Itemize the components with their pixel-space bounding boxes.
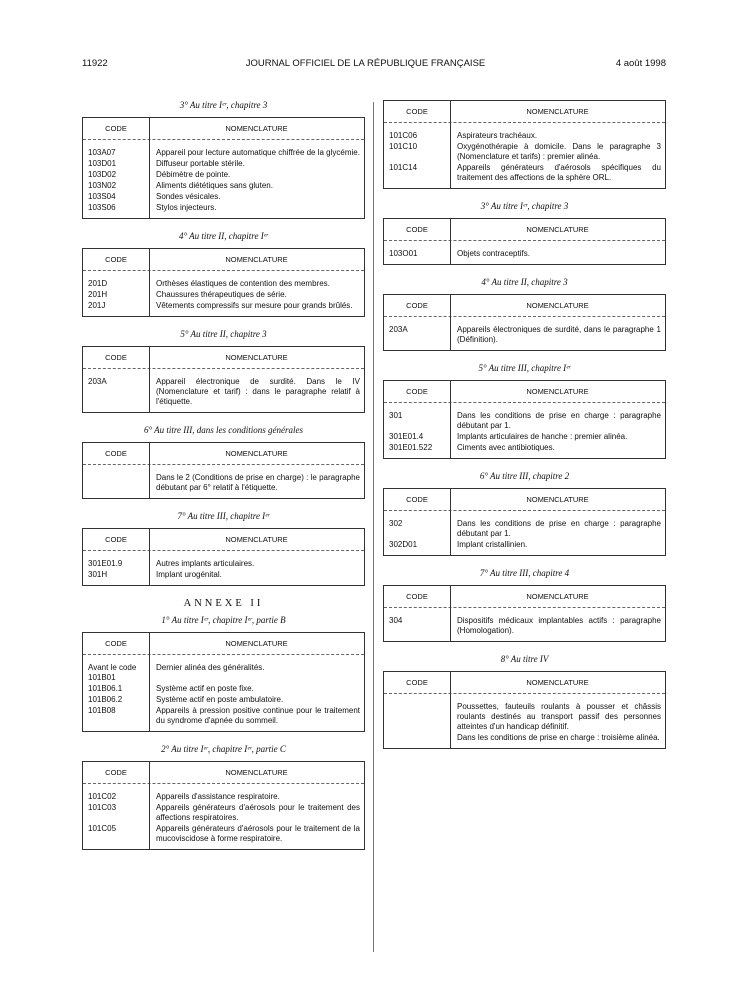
nomenclature-cell: Dans le 2 (Conditions de prise en charge) : le paragraphe débutant par 6° relatif à l'étiquette. bbox=[156, 473, 360, 492]
table-header bbox=[384, 219, 665, 241]
nomenclature-header: NOMENCLATURE bbox=[526, 301, 589, 310]
nomenclature-cell: Chaussures thérapeutiques de série. bbox=[156, 290, 287, 299]
code-header: CODE bbox=[406, 495, 428, 504]
nomenclature-header: NOMENCLATURE bbox=[225, 768, 288, 777]
nomenclature-cell: Dispositifs médicaux implantables actifs : paragraphe (Homologation). bbox=[457, 616, 661, 635]
table-row bbox=[384, 411, 665, 431]
nomenclature-table bbox=[82, 632, 365, 732]
nomenclature-header: NOMENCLATURE bbox=[225, 353, 288, 362]
nomenclature-header: NOMENCLATURE bbox=[225, 449, 288, 458]
code-cell: 301 bbox=[389, 411, 403, 420]
code-cell: 301E01.522 bbox=[389, 443, 433, 452]
table-row bbox=[384, 142, 665, 162]
journal-title: JOURNAL OFFICIEL DE LA RÉPUBLIQUE FRANÇAISE bbox=[245, 58, 486, 69]
nomenclature-cell: Appareils à pression positive continue pour le traitement du syndrome d'apnée du sommeil. bbox=[156, 706, 360, 725]
code-cell: 103S06 bbox=[88, 203, 116, 212]
nomenclature-cell: Aliments diététiques sans gluten. bbox=[156, 181, 273, 190]
nomenclature-cell: Débimètre de pointe. bbox=[156, 170, 231, 179]
nomenclature-header: NOMENCLATURE bbox=[526, 225, 589, 234]
nomenclature-table bbox=[383, 218, 666, 265]
nomenclature-cell: Stylos injecteurs. bbox=[156, 203, 217, 212]
table-row bbox=[83, 170, 364, 180]
table-row bbox=[83, 159, 364, 169]
nomenclature-header: NOMENCLATURE bbox=[225, 255, 288, 264]
nomenclature-header: NOMENCLATURE bbox=[526, 107, 589, 116]
nomenclature-cell: Appareil pour lecture automatique chiffrée de la glycémie. bbox=[156, 148, 360, 157]
nomenclature-table bbox=[82, 117, 365, 219]
table-header bbox=[83, 443, 364, 465]
nomenclature-table bbox=[82, 442, 365, 499]
table-row bbox=[83, 706, 364, 726]
nomenclature-header: NOMENCLATURE bbox=[526, 387, 589, 396]
code-cell: 201D bbox=[88, 279, 108, 288]
code-cell: 103D02 bbox=[88, 170, 117, 179]
table-row bbox=[83, 181, 364, 191]
section-heading: 2° Au titre Iᵉʳ, chapitre Iᵉʳ, partie C bbox=[161, 744, 286, 754]
nomenclature-table bbox=[82, 528, 365, 586]
section-heading: 7° Au titre III, chapitre 4 bbox=[479, 568, 570, 578]
nomenclature-cell: Appareils générateurs d'aérosols spécifiques du traitement des affections de la sphère ORL. bbox=[457, 163, 661, 182]
code-cell: 301E01.9 bbox=[88, 559, 123, 568]
nomenclature-cell: Dans les conditions de prise en charge : troisième alinéa. bbox=[457, 733, 660, 742]
nomenclature-cell: Appareils générateurs d'aérosols pour le traitement de la mucoviscidose à forme respiratoire. bbox=[156, 824, 360, 843]
section-heading: 6° Au titre III, dans les conditions générales bbox=[143, 425, 304, 435]
table-row bbox=[83, 290, 364, 300]
code-cell: 302 bbox=[389, 519, 403, 528]
nomenclature-cell: Aspirateurs trachéaux. bbox=[457, 131, 538, 140]
section-heading: 5° Au titre III, chapitre Iᵉʳ bbox=[478, 363, 571, 373]
right-column bbox=[383, 100, 666, 761]
nomenclature-header: NOMENCLATURE bbox=[526, 592, 589, 601]
code-header: CODE bbox=[406, 225, 428, 234]
table-row bbox=[83, 663, 364, 683]
code-cell: 301E01.4 bbox=[389, 432, 424, 441]
code-header: CODE bbox=[105, 353, 127, 362]
code-cell: 201H bbox=[88, 290, 108, 299]
section-heading: 5° Au titre II, chapitre 3 bbox=[180, 329, 267, 339]
table-row bbox=[83, 570, 364, 580]
nomenclature-cell: Appareils d'assistance respiratoire. bbox=[156, 792, 280, 801]
table-header bbox=[83, 633, 364, 655]
table-row bbox=[384, 249, 665, 259]
table-header bbox=[83, 347, 364, 369]
table-header bbox=[384, 672, 665, 694]
code-cell: 103S04 bbox=[88, 192, 116, 201]
code-cell: 103D01 bbox=[88, 159, 117, 168]
code-cell: 304 bbox=[389, 616, 403, 625]
nomenclature-table bbox=[383, 671, 666, 749]
code-cell: 301H bbox=[88, 570, 108, 579]
column-divider bbox=[373, 102, 374, 952]
section-heading: 4° Au titre II, chapitre Iᵉʳ bbox=[178, 231, 269, 241]
table-row bbox=[384, 163, 665, 183]
page-number: 11922 bbox=[82, 58, 108, 69]
table-row bbox=[83, 824, 364, 844]
code-header: CODE bbox=[105, 124, 127, 133]
nomenclature-cell: Système actif en poste fixe. bbox=[156, 684, 254, 693]
table-row bbox=[83, 203, 364, 213]
nomenclature-cell: Vêtements compressifs sur mesure pour grands brûlés. bbox=[156, 301, 353, 310]
table-row bbox=[83, 148, 364, 158]
nomenclature-cell: Implant cristallinien. bbox=[457, 540, 528, 549]
table-row bbox=[384, 540, 665, 550]
code-header: CODE bbox=[406, 107, 428, 116]
nomenclature-cell: Oxygénothérapie à domicile. Dans le paragraphe 3 (Nomenclature et tarifs) : premier alinéa. bbox=[457, 142, 661, 161]
code-cell: 101C06 bbox=[389, 131, 418, 140]
table-header bbox=[384, 489, 665, 511]
section-heading: 3° Au titre Iᵉʳ, chapitre 3 bbox=[179, 100, 268, 110]
table-header bbox=[384, 586, 665, 608]
code-cell: 101B06.2 bbox=[88, 695, 123, 704]
nomenclature-header: NOMENCLATURE bbox=[225, 535, 288, 544]
table-row bbox=[384, 519, 665, 539]
section-heading: 3° Au titre Iᵉʳ, chapitre 3 bbox=[480, 201, 569, 211]
table-row bbox=[384, 432, 665, 442]
section-heading: 7° Au titre III, chapitre Iᵉʳ bbox=[177, 511, 270, 521]
table-row bbox=[83, 684, 364, 694]
nomenclature-cell: Autres implants articulaires. bbox=[156, 559, 255, 568]
code-cell: 302D01 bbox=[389, 540, 418, 549]
nomenclature-cell: Dans les conditions de prise en charge : paragraphe débutant par 1. bbox=[457, 411, 661, 430]
table-row bbox=[83, 301, 364, 311]
table-row bbox=[83, 803, 364, 823]
table-row bbox=[83, 559, 364, 569]
nomenclature-cell: Appareils électroniques de surdité, dans le paragraphe 1 (Définition). bbox=[457, 325, 661, 344]
table-row bbox=[83, 695, 364, 705]
code-header: CODE bbox=[406, 387, 428, 396]
nomenclature-header: NOMENCLATURE bbox=[225, 124, 288, 133]
table-row bbox=[384, 443, 665, 453]
nomenclature-header: NOMENCLATURE bbox=[225, 639, 288, 648]
code-header: CODE bbox=[105, 768, 127, 777]
nomenclature-table bbox=[383, 488, 666, 556]
code-cell: 101C14 bbox=[389, 163, 418, 172]
nomenclature-table bbox=[82, 346, 365, 413]
table-row bbox=[83, 792, 364, 802]
code-cell bbox=[83, 473, 149, 493]
nomenclature-cell: Implant urogénital. bbox=[156, 570, 222, 579]
code-cell: 101B08 bbox=[88, 706, 116, 715]
nomenclature-cell: Poussettes, fauteuils roulants à pousser et châssis roulants destinés au transport passif des personnes atteintes d'un handicap définitif. bbox=[457, 702, 661, 731]
section-heading: 1° Au titre Iᵉʳ, chapitre Iᵉʳ, partie B bbox=[161, 615, 286, 625]
code-cell: Avant le code 101B01 bbox=[88, 663, 137, 682]
nomenclature-table bbox=[383, 100, 666, 189]
code-cell: 203A bbox=[88, 377, 107, 386]
nomenclature-cell: Dans les conditions de prise en charge : paragraphe débutant par 1. bbox=[457, 519, 661, 538]
nomenclature-cell: Dernier alinéa des généralités. bbox=[156, 663, 265, 672]
code-cell: 101C10 bbox=[389, 142, 418, 151]
table-header bbox=[384, 101, 665, 123]
code-cell: 101C03 bbox=[88, 803, 117, 812]
nomenclature-cell: Orthèses élastiques de contention des membres. bbox=[156, 279, 330, 288]
nomenclature-cell: Implants articulaires de hanche : premier alinéa. bbox=[457, 432, 628, 441]
table-row bbox=[83, 279, 364, 289]
nomenclature-table bbox=[82, 761, 365, 850]
section-heading: 8° Au titre IV bbox=[500, 654, 549, 664]
nomenclature-cell: Ciments avec antibiotiques. bbox=[457, 443, 555, 452]
nomenclature-table bbox=[383, 294, 666, 351]
code-cell bbox=[384, 702, 450, 732]
nomenclature-cell: Appareils générateurs d'aérosols pour le traitement des affections respiratoires. bbox=[156, 803, 360, 822]
section-heading: 4° Au titre II, chapitre 3 bbox=[481, 277, 568, 287]
annex-title: ANNEXE II bbox=[183, 598, 264, 609]
table-header bbox=[83, 762, 364, 784]
table-header bbox=[83, 118, 364, 140]
code-header: CODE bbox=[406, 678, 428, 687]
nomenclature-table bbox=[82, 248, 365, 317]
code-cell: 101C02 bbox=[88, 792, 117, 801]
code-header: CODE bbox=[406, 301, 428, 310]
code-header: CODE bbox=[105, 535, 127, 544]
left-column bbox=[82, 100, 365, 862]
table-header bbox=[83, 529, 364, 551]
code-cell: 101C05 bbox=[88, 824, 117, 833]
table-header bbox=[384, 295, 665, 317]
issue-date: 4 août 1998 bbox=[615, 58, 666, 69]
table-header bbox=[83, 249, 364, 271]
section-heading: 6° Au titre III, chapitre 2 bbox=[479, 471, 570, 481]
code-cell bbox=[384, 733, 450, 743]
nomenclature-cell: Objets contraceptifs. bbox=[457, 249, 530, 258]
code-header: CODE bbox=[105, 639, 127, 648]
code-header: CODE bbox=[105, 255, 127, 264]
nomenclature-cell: Appareil électronique de surdité. Dans le IV (Nomenclature et tarif) : dans le paragraphe relatif à l'étiquette. bbox=[156, 377, 360, 406]
code-cell: 201J bbox=[88, 301, 106, 310]
table-header bbox=[384, 381, 665, 403]
nomenclature-header: NOMENCLATURE bbox=[526, 495, 589, 504]
table-row bbox=[384, 733, 665, 743]
table-row bbox=[83, 192, 364, 202]
code-cell: 103O01 bbox=[389, 249, 418, 258]
code-cell: 103N02 bbox=[88, 181, 117, 190]
code-header: CODE bbox=[406, 592, 428, 601]
code-cell: 101B06.1 bbox=[88, 684, 123, 693]
code-header: CODE bbox=[105, 449, 127, 458]
table-row bbox=[83, 377, 364, 407]
nomenclature-cell: Diffuseur portable stérile. bbox=[156, 159, 245, 168]
table-row bbox=[83, 473, 364, 493]
nomenclature-header: NOMENCLATURE bbox=[526, 678, 589, 687]
nomenclature-table bbox=[383, 380, 666, 459]
table-row bbox=[384, 702, 665, 732]
code-cell: 103A07 bbox=[88, 148, 116, 157]
table-row bbox=[384, 131, 665, 141]
code-cell: 203A bbox=[389, 325, 408, 334]
nomenclature-table bbox=[383, 585, 666, 642]
nomenclature-cell: Système actif en poste ambulatoire. bbox=[156, 695, 284, 704]
table-row bbox=[384, 616, 665, 636]
nomenclature-cell: Sondes vésicales. bbox=[156, 192, 221, 201]
table-row bbox=[384, 325, 665, 345]
